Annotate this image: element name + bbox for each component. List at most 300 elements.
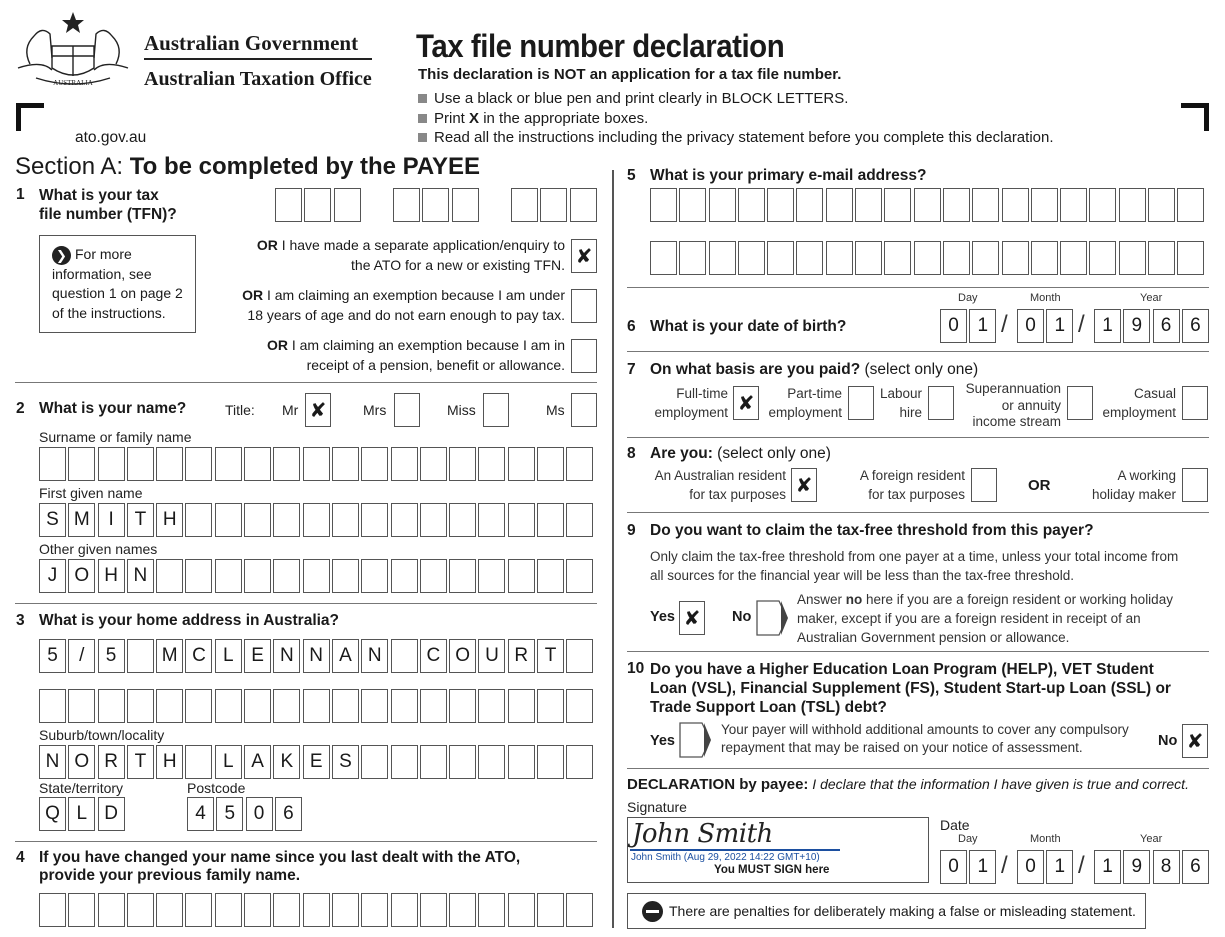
char-box[interactable] <box>537 447 564 481</box>
char-box[interactable]: J <box>39 559 66 593</box>
char-box[interactable]: 4 <box>187 797 214 831</box>
char-box[interactable] <box>215 447 242 481</box>
char-box[interactable]: 1 <box>1046 309 1073 343</box>
dob-month-boxes[interactable] <box>1017 309 1073 343</box>
char-box[interactable] <box>449 745 476 779</box>
char-box[interactable]: A <box>244 745 271 779</box>
subtitle: This declaration is NOT an application for a tax file number. <box>418 66 842 83</box>
char-box[interactable] <box>303 689 330 723</box>
char-box[interactable] <box>478 745 505 779</box>
q9-yes-label: Yes <box>650 609 675 625</box>
q3-label: What is your home address in Australia? <box>39 612 340 629</box>
char-box[interactable] <box>855 241 882 275</box>
char-box[interactable] <box>796 241 823 275</box>
first-name-label: First given name <box>39 485 143 501</box>
penalty-notice: There are penalties for deliberately making a false or misleading statement. <box>627 893 1146 929</box>
address-line-1-boxes[interactable] <box>39 639 593 673</box>
char-box[interactable]: C <box>420 639 447 673</box>
char-box[interactable] <box>449 503 476 537</box>
char-box[interactable] <box>420 559 447 593</box>
char-box[interactable] <box>215 689 242 723</box>
char-box[interactable]: O <box>68 559 95 593</box>
char-box[interactable] <box>1060 188 1087 222</box>
working-holiday-checkbox[interactable] <box>1182 468 1208 502</box>
q10-no-checkbox[interactable]: ✘ <box>1182 724 1208 758</box>
section-a-title: Section A: To be completed by the PAYEE <box>15 153 481 180</box>
char-box[interactable]: 6 <box>1182 850 1209 884</box>
dob-year-label: Year <box>1140 292 1163 304</box>
char-box[interactable] <box>68 893 95 927</box>
char-box[interactable]: I <box>98 503 125 537</box>
char-box[interactable] <box>215 503 242 537</box>
char-box[interactable]: 1 <box>1094 850 1121 884</box>
char-box[interactable] <box>391 893 418 927</box>
char-box[interactable] <box>508 447 535 481</box>
char-box[interactable] <box>478 689 505 723</box>
char-box[interactable] <box>185 745 212 779</box>
char-box[interactable]: N <box>303 639 330 673</box>
char-box[interactable] <box>884 188 911 222</box>
q1-option-2-checkbox[interactable] <box>571 289 597 323</box>
q9-label: Do you want to claim the tax-free threshold from this payer? <box>650 522 1094 539</box>
char-box[interactable] <box>391 639 418 673</box>
foreign-resident-checkbox[interactable] <box>971 468 997 502</box>
part-time-checkbox[interactable] <box>848 386 874 420</box>
char-box[interactable] <box>943 241 970 275</box>
q2-number: 2 <box>16 400 25 417</box>
dob-month-label: Month <box>1030 292 1061 304</box>
q1-label: What is your tax file number (TFN)? <box>39 187 177 223</box>
char-box[interactable] <box>185 893 212 927</box>
char-box[interactable] <box>826 241 853 275</box>
gov-name: Australian Government <box>144 31 359 55</box>
char-box[interactable] <box>273 503 300 537</box>
char-box[interactable] <box>508 745 535 779</box>
char-box[interactable] <box>127 447 154 481</box>
char-box[interactable] <box>738 188 765 222</box>
declaration-text: DECLARATION by payee: I declare that the information I have given is true and correct. <box>627 776 1189 793</box>
char-box[interactable] <box>1119 188 1146 222</box>
char-box[interactable] <box>391 447 418 481</box>
char-box[interactable]: H <box>156 745 183 779</box>
char-box[interactable] <box>1119 241 1146 275</box>
q9-no-checkbox[interactable] <box>756 600 788 636</box>
date-year-label: Year <box>1140 833 1163 845</box>
q1-option-1: OR I have made a separate application/enquiry to the ATO for a new or existing TFN. <box>256 237 565 273</box>
signature-box[interactable] <box>627 817 929 883</box>
char-box[interactable]: T <box>127 745 154 779</box>
char-box[interactable] <box>449 893 476 927</box>
char-box[interactable] <box>537 559 564 593</box>
char-box[interactable]: S <box>39 503 66 537</box>
divider <box>627 437 1209 438</box>
arrow-right-icon: ❯ <box>52 246 71 265</box>
signature-name: John Smith <box>632 819 773 849</box>
char-box[interactable] <box>1002 188 1029 222</box>
q10-label: Do you have a Higher Education Loan Program (HELP), VET Student Loan (VSL), Financial Supplement (FS), Student Start-up Loan (SSL) or Trade Support Loan (TSL) debt? <box>650 661 1171 716</box>
q9-number: 9 <box>627 522 636 539</box>
char-box[interactable] <box>796 188 823 222</box>
char-box[interactable] <box>884 241 911 275</box>
char-box[interactable] <box>478 447 505 481</box>
char-box[interactable] <box>361 745 388 779</box>
char-box[interactable] <box>1060 241 1087 275</box>
char-box[interactable] <box>156 447 183 481</box>
char-box[interactable] <box>273 447 300 481</box>
char-box[interactable] <box>943 188 970 222</box>
postcode-boxes[interactable] <box>187 797 302 831</box>
char-box[interactable] <box>1177 241 1204 275</box>
date-day-boxes[interactable] <box>940 850 996 884</box>
char-box[interactable]: D <box>98 797 125 831</box>
char-box[interactable] <box>738 241 765 275</box>
title-ms-label: Ms <box>546 402 565 418</box>
char-box[interactable] <box>1177 188 1204 222</box>
char-box[interactable] <box>391 559 418 593</box>
full-time-checkbox[interactable]: ✘ <box>733 386 759 420</box>
char-box[interactable] <box>1089 241 1116 275</box>
char-box[interactable]: S <box>332 745 359 779</box>
tfn-boxes-2[interactable] <box>393 188 479 222</box>
char-box[interactable] <box>273 893 300 927</box>
char-box[interactable]: H <box>98 559 125 593</box>
char-box[interactable]: 0 <box>1017 850 1044 884</box>
other-names-boxes[interactable] <box>39 559 593 593</box>
char-box[interactable] <box>391 503 418 537</box>
char-box[interactable]: 1 <box>1046 850 1073 884</box>
char-box[interactable] <box>244 559 271 593</box>
divider <box>627 351 1209 352</box>
char-box[interactable]: O <box>449 639 476 673</box>
char-box[interactable] <box>361 559 388 593</box>
q8-number: 8 <box>627 445 636 462</box>
divider <box>627 651 1209 652</box>
char-box[interactable] <box>98 689 125 723</box>
char-box[interactable]: 0 <box>246 797 273 831</box>
char-box[interactable] <box>68 447 95 481</box>
char-box[interactable] <box>39 447 66 481</box>
char-box[interactable]: 0 <box>940 309 967 343</box>
website[interactable]: ato.gov.au <box>75 129 147 146</box>
char-box[interactable] <box>449 559 476 593</box>
dob-day-label: Day <box>958 292 978 304</box>
char-box[interactable] <box>679 188 706 222</box>
char-box[interactable] <box>1031 188 1058 222</box>
char-box[interactable] <box>98 893 125 927</box>
char-box[interactable] <box>566 689 593 723</box>
previous-name-boxes[interactable] <box>39 893 593 927</box>
char-box[interactable]: L <box>215 745 242 779</box>
q1-option-3: OR I am claiming an exemption because I am in receipt of a pension, benefit or allowance. <box>266 337 565 373</box>
char-box[interactable] <box>508 503 535 537</box>
q6-label: What is your date of birth? <box>650 318 847 335</box>
char-box[interactable]: 1 <box>969 309 996 343</box>
char-box[interactable]: 0 <box>940 850 967 884</box>
char-box[interactable] <box>566 503 593 537</box>
signature-underline <box>630 849 840 851</box>
char-box[interactable] <box>855 188 882 222</box>
char-box[interactable] <box>156 893 183 927</box>
first-name-boxes[interactable] <box>39 503 593 537</box>
surname-boxes[interactable] <box>39 447 593 481</box>
q6-number: 6 <box>627 318 636 335</box>
char-box[interactable] <box>127 689 154 723</box>
char-box[interactable]: N <box>127 559 154 593</box>
email-boxes-1[interactable] <box>650 188 1204 222</box>
title-miss-checkbox[interactable] <box>483 393 509 427</box>
char-box[interactable]: 6 <box>1153 309 1180 343</box>
char-box[interactable]: M <box>68 503 95 537</box>
char-box[interactable] <box>826 188 853 222</box>
char-box[interactable]: N <box>273 639 300 673</box>
char-box[interactable] <box>332 689 359 723</box>
char-box[interactable] <box>537 503 564 537</box>
char-box[interactable] <box>332 447 359 481</box>
corner-mark-right <box>1181 103 1209 131</box>
q9-yes-checkbox[interactable]: ✘ <box>679 601 705 635</box>
date-year-boxes[interactable] <box>1094 850 1209 884</box>
char-box[interactable]: A <box>332 639 359 673</box>
char-box[interactable]: 5 <box>39 639 66 673</box>
column-divider <box>612 170 614 928</box>
char-box[interactable]: 0 <box>1017 309 1044 343</box>
suburb-label: Suburb/town/locality <box>39 727 165 743</box>
char-box[interactable] <box>332 503 359 537</box>
aus-resident-checkbox[interactable]: ✘ <box>791 468 817 502</box>
email-boxes-2[interactable] <box>650 241 1204 275</box>
char-box[interactable] <box>391 689 418 723</box>
q9-note: Answer no here if you are a foreign resident or working holiday maker, except if you are a foreign resident in receipt of an Australian Government pension or allowance. <box>797 592 1173 645</box>
char-box[interactable] <box>650 241 677 275</box>
char-box[interactable] <box>449 689 476 723</box>
char-box[interactable] <box>215 893 242 927</box>
char-box[interactable]: 1 <box>1094 309 1121 343</box>
char-box[interactable] <box>709 241 736 275</box>
address-line-2-boxes[interactable] <box>39 689 593 723</box>
char-box[interactable] <box>1089 188 1116 222</box>
char-box[interactable] <box>361 893 388 927</box>
foreign-resident-label: A foreign resident for tax purposes <box>859 468 965 502</box>
labour-hire-checkbox[interactable] <box>928 386 954 420</box>
char-box[interactable] <box>972 241 999 275</box>
char-box[interactable]: C <box>185 639 212 673</box>
dob-year-boxes[interactable] <box>1094 309 1209 343</box>
other-names-label: Other given names <box>39 541 158 557</box>
tfn-boxes-3[interactable] <box>511 188 597 222</box>
char-box[interactable] <box>537 893 564 927</box>
q10-yes-label: Yes <box>650 733 675 749</box>
signature-label: Signature <box>627 799 687 815</box>
title-mr-label: Mr <box>282 402 299 418</box>
char-box[interactable] <box>39 893 66 927</box>
char-box[interactable]: T <box>537 639 564 673</box>
char-box[interactable] <box>420 503 447 537</box>
q8-or: OR <box>1028 477 1051 494</box>
char-box[interactable]: E <box>244 639 271 673</box>
char-box[interactable] <box>537 689 564 723</box>
char-box[interactable] <box>420 893 447 927</box>
title-mrs-checkbox[interactable] <box>394 393 420 427</box>
char-box[interactable]: H <box>156 503 183 537</box>
q1-option-2: OR I am claiming an exemption because I am under 18 years of age and do not earn enough to pay tax. <box>242 287 565 323</box>
char-box[interactable]: R <box>98 745 125 779</box>
labour-hire-label: Labour hire <box>879 386 922 420</box>
char-box[interactable]: 1 <box>969 850 996 884</box>
char-box[interactable] <box>303 893 330 927</box>
char-box[interactable] <box>566 745 593 779</box>
char-box[interactable] <box>508 893 535 927</box>
char-box[interactable] <box>361 447 388 481</box>
svg-text:AUSTRALIA: AUSTRALIA <box>53 79 93 87</box>
char-box[interactable]: K <box>273 745 300 779</box>
char-box[interactable] <box>537 745 564 779</box>
char-box[interactable] <box>127 893 154 927</box>
title-miss-label: Miss <box>447 402 476 418</box>
date-label: Date <box>940 817 970 833</box>
char-box[interactable] <box>914 188 941 222</box>
title-mr-checkbox[interactable]: ✘ <box>305 393 331 427</box>
char-box[interactable]: E <box>303 745 330 779</box>
divider <box>627 287 1209 288</box>
char-box[interactable]: M <box>156 639 183 673</box>
char-box[interactable]: 6 <box>275 797 302 831</box>
char-box[interactable] <box>391 745 418 779</box>
char-box[interactable] <box>332 559 359 593</box>
char-box[interactable]: 5 <box>98 639 125 673</box>
q1-number: 1 <box>16 186 25 203</box>
char-box[interactable]: R <box>508 639 535 673</box>
corner-mark-left <box>16 103 44 131</box>
char-box[interactable] <box>420 447 447 481</box>
state-boxes[interactable] <box>39 797 125 831</box>
tfn-boxes-1[interactable] <box>275 188 361 222</box>
char-box[interactable]: N <box>361 639 388 673</box>
char-box[interactable] <box>244 447 271 481</box>
char-box[interactable] <box>566 893 593 927</box>
char-box[interactable] <box>1148 188 1175 222</box>
char-box[interactable] <box>650 188 677 222</box>
char-box[interactable]: L <box>215 639 242 673</box>
q1-option-3-checkbox[interactable] <box>571 339 597 373</box>
date-day-label: Day <box>958 833 978 845</box>
char-box[interactable] <box>127 639 154 673</box>
q1-option-1-checkbox[interactable]: ✘ <box>571 239 597 273</box>
instructions: Use a black or blue pen and print clearly in BLOCK LETTERS. Print X in the appropriate boxes. Read all the instructions including the privacy statement before you complete this declaration. <box>418 89 1054 148</box>
char-box[interactable] <box>185 559 212 593</box>
char-box[interactable] <box>914 241 941 275</box>
char-box[interactable] <box>478 503 505 537</box>
title-ms-checkbox[interactable] <box>571 393 597 427</box>
gov-divider <box>144 58 372 60</box>
char-box[interactable] <box>244 893 271 927</box>
char-box[interactable] <box>361 689 388 723</box>
char-box[interactable] <box>303 447 330 481</box>
char-box[interactable]: O <box>68 745 95 779</box>
char-box[interactable]: 5 <box>216 797 243 831</box>
char-box[interactable] <box>244 689 271 723</box>
char-box[interactable] <box>332 893 359 927</box>
char-box[interactable] <box>39 689 66 723</box>
char-box[interactable]: U <box>478 639 505 673</box>
q10-number: 10 <box>627 660 645 677</box>
char-box[interactable]: L <box>68 797 95 831</box>
char-box[interactable]: N <box>39 745 66 779</box>
char-box[interactable] <box>185 689 212 723</box>
char-box[interactable] <box>566 447 593 481</box>
q10-note: Your payer will withhold additional amounts to cover any compulsory repayment that may be raised on your notice of assessment. <box>721 722 1129 755</box>
char-box[interactable] <box>156 689 183 723</box>
surname-label: Surname or family name <box>39 429 192 445</box>
divider <box>15 841 597 842</box>
title-mrs-label: Mrs <box>363 402 387 418</box>
char-box[interactable] <box>185 503 212 537</box>
char-box[interactable] <box>478 559 505 593</box>
char-box[interactable]: / <box>68 639 95 673</box>
date-separator: / <box>1078 852 1085 879</box>
char-box[interactable] <box>679 241 706 275</box>
char-box[interactable] <box>156 559 183 593</box>
char-box[interactable] <box>1031 241 1058 275</box>
char-box[interactable] <box>767 188 794 222</box>
char-box[interactable] <box>767 241 794 275</box>
q10-yes-checkbox[interactable] <box>679 722 711 758</box>
suburb-boxes[interactable] <box>39 745 593 779</box>
char-box[interactable]: 8 <box>1153 850 1180 884</box>
char-box[interactable] <box>273 689 300 723</box>
char-box[interactable]: T <box>127 503 154 537</box>
char-box[interactable] <box>1002 241 1029 275</box>
char-box[interactable] <box>709 188 736 222</box>
date-month-label: Month <box>1030 833 1061 845</box>
aus-resident-label: An Australian resident for tax purposes <box>654 468 786 502</box>
dob-day-boxes[interactable] <box>940 309 996 343</box>
date-month-boxes[interactable] <box>1017 850 1073 884</box>
char-box[interactable] <box>273 559 300 593</box>
char-box[interactable] <box>185 447 212 481</box>
casual-checkbox[interactable] <box>1182 386 1208 420</box>
q4-label: If you have changed your name since you last dealt with the ATO, provide your previous family name. <box>39 849 521 884</box>
char-box[interactable] <box>478 893 505 927</box>
char-box[interactable]: 9 <box>1123 850 1150 884</box>
divider <box>627 768 1209 769</box>
char-box[interactable] <box>1148 241 1175 275</box>
char-box[interactable] <box>972 188 999 222</box>
char-box[interactable] <box>303 503 330 537</box>
char-box[interactable] <box>303 559 330 593</box>
char-box[interactable] <box>449 447 476 481</box>
q8-label: Are you: (select only one) <box>650 445 831 462</box>
char-box[interactable]: 9 <box>1123 309 1150 343</box>
char-box[interactable]: Q <box>39 797 66 831</box>
q9-description: Only claim the tax-free threshold from one payer at a time, unless your total income from all sources for the financial year will be less than the tax-free threshold. <box>650 549 1179 583</box>
char-box[interactable] <box>420 689 447 723</box>
char-box[interactable] <box>508 689 535 723</box>
divider <box>15 603 597 604</box>
char-box[interactable] <box>361 503 388 537</box>
char-box[interactable] <box>244 503 271 537</box>
char-box[interactable] <box>508 559 535 593</box>
char-box[interactable] <box>566 639 593 673</box>
part-time-label: Part-time employment <box>768 386 842 420</box>
char-box[interactable] <box>420 745 447 779</box>
title-label: Title: <box>225 402 255 418</box>
char-box[interactable]: 6 <box>1182 309 1209 343</box>
char-box[interactable] <box>215 559 242 593</box>
char-box[interactable] <box>566 559 593 593</box>
char-box[interactable] <box>68 689 95 723</box>
char-box[interactable] <box>98 447 125 481</box>
q2-label: What is your name? <box>39 400 187 417</box>
